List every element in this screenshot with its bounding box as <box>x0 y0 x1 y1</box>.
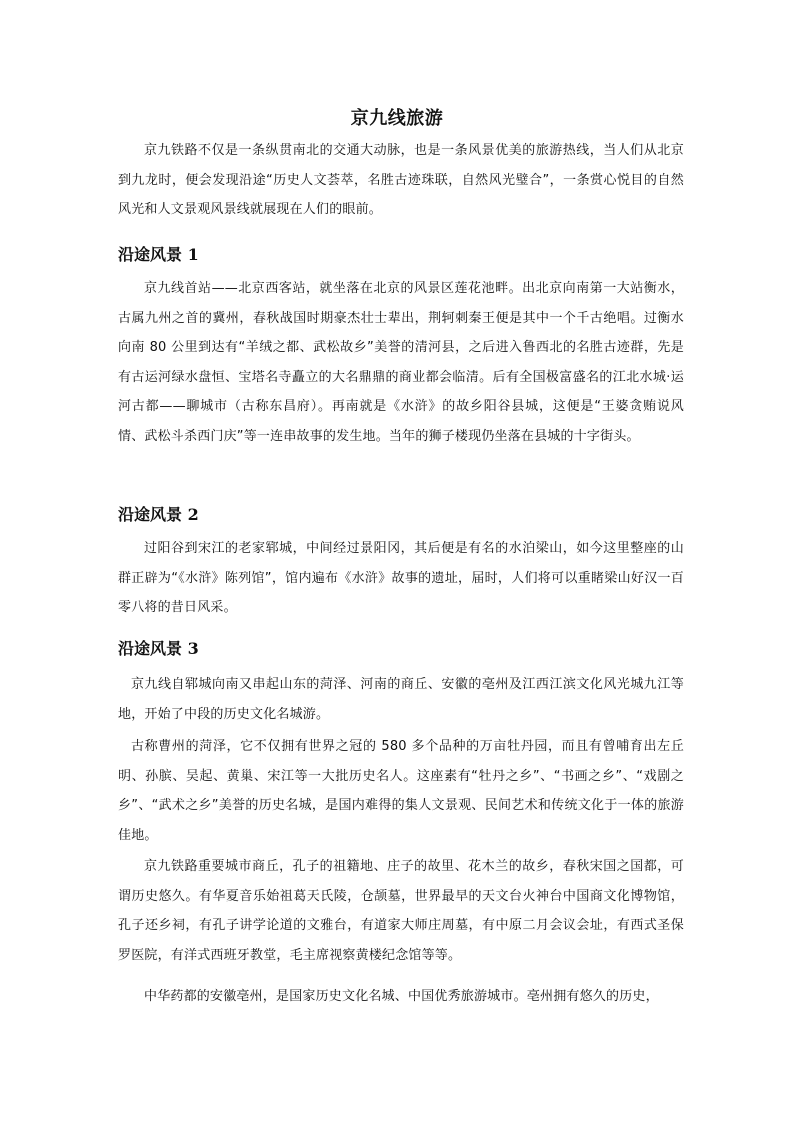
document-title: 京九线旅游 <box>350 108 444 129</box>
intro-paragraph: 京九铁路不仅是一条纵贯南北的交通大动脉，也是一条风景优美的旅游热线，当人们从北京到九龙时，便会发现沿途“历史人文荟萃，名胜古迹珠联，自然风光璧合”，一条赏心悦目的自然风光和人文景观风景线就展现在人们的眼前。 <box>118 143 684 217</box>
section-3-paragraph-4: 中华药都的安徽亳州，是国家历史文化名城、中国优秀旅游城市。亳州拥有悠久的历史， <box>144 989 659 1004</box>
section-1-paragraph: 京九线首站——北京西客站，就坐落在北京的风景区莲花池畔。出北京向南第一大站衡水，古属九州之首的冀州，春秋战国时期豪杰壮士辈出，荆轲刺秦王便是其中一个千古绝唱。过衡水向南 80 公里到达有“羊绒之都、武松故乡”美誉的清河县，之后进入鲁西北的名胜古迹群，先是有古运河绿水盘恒、宝塔名寺矗立的大名鼎鼎的商业都会临清。后有全国极富盛名的江北水城·运河古都——聊城市（古称东昌府）。再南就是《水浒》的故乡阳谷县城，这便是“王婆贪贿说风情、武松斗杀西门庆”等一连串故事的发生地。当年的狮子楼现仍坐落在县城的十字街头。 <box>118 281 684 444</box>
section-3-paragraph-2: 古称曹州的菏泽，它不仅拥有世界之冠的 580 多个品种的万亩牡丹园，而且有曾哺育出左丘明、孙膑、吴起、黄巢、宋江等一大批历史名人。这座素有“牡丹之乡”、“书画之乡”、“戏剧之乡”、“武术之乡”美誉的历史名城，是国内难得的集人文景观、民间艺术和传统文化于一体的旅游佳地。 <box>118 739 684 843</box>
section-heading-2: 沿途风景 2 <box>118 505 199 524</box>
section-3-paragraph-3: 京九铁路重要城市商丘，孔子的祖籍地、庄子的故里、花木兰的故乡，春秋宋国之国都，可谓历史悠久。有华夏音乐始祖葛天氏陵，仓颉墓，世界最早的天文台火神台中国商文化博物馆，孔子还乡祠，有孔子讲学论道的文雅台，有道家大师庄周墓，有中原二月会议会址，有西式圣保罗医院，有洋式西班牙教堂，毛主席视察黄楼纪念馆等等。 <box>118 859 684 963</box>
section-2-paragraph: 过阳谷到宋江的老家郓城，中间经过景阳冈，其后便是有名的水泊梁山，如今这里整座的山群正辟为“《水浒》陈列馆”，馆内遍布《水浒》故事的遗址，届时，人们将可以重睹梁山好汉一百零八将的昔日风采。 <box>118 541 684 615</box>
section-heading-3: 沿途风景 3 <box>118 639 199 658</box>
section-heading-1: 沿途风景 1 <box>118 245 199 264</box>
section-3-paragraph-1: 京九线自郓城向南又串起山东的菏泽、河南的商丘、安徽的亳州及江西江滨文化风光城九江等地，开始了中段的历史文化名城游。 <box>118 677 684 722</box>
